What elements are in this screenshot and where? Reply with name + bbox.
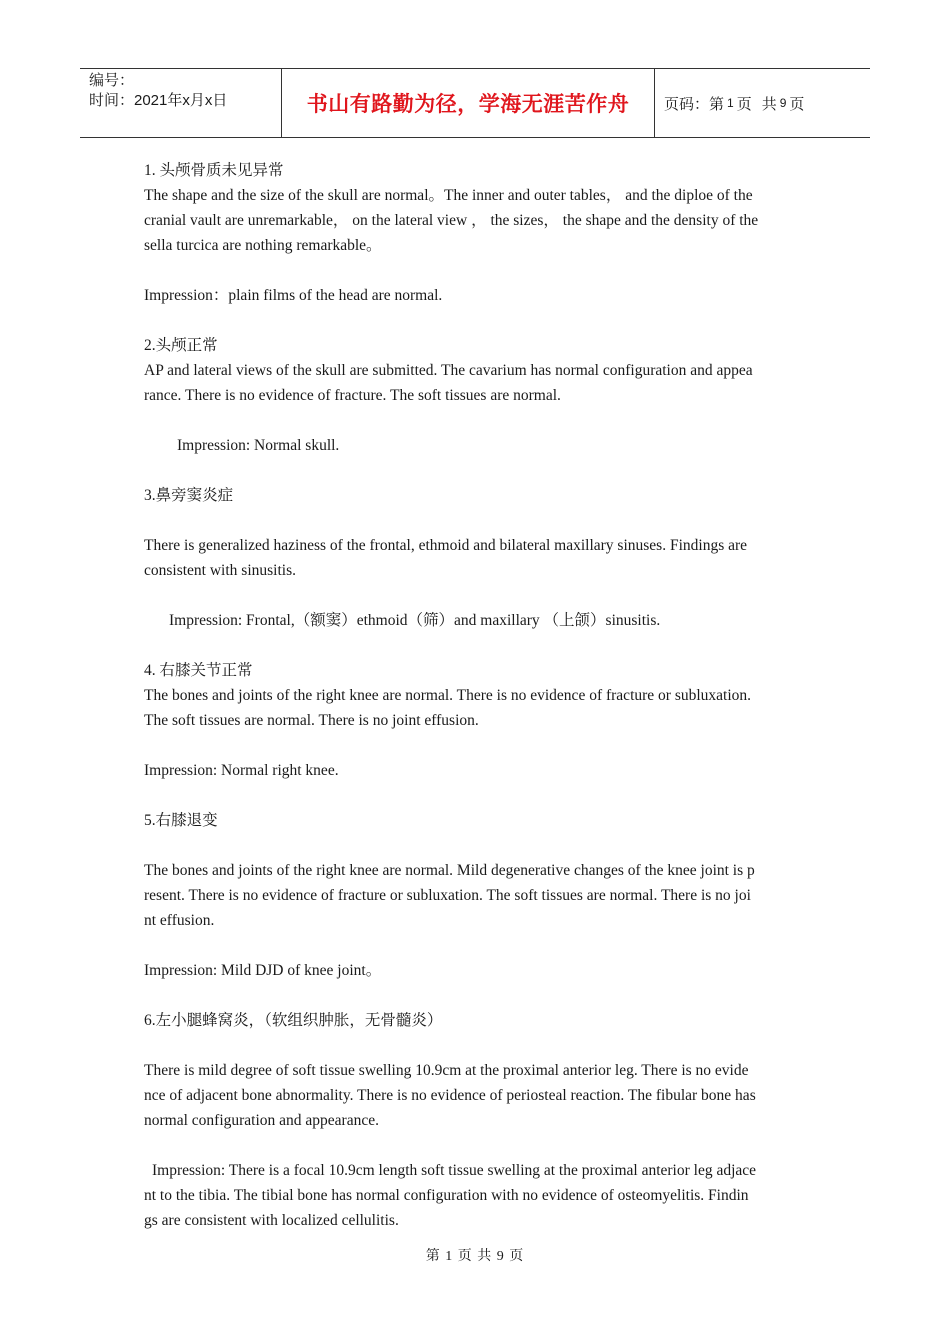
section-title: 6.左小腿蜂窝炎，（软组织肿胀，无骨髓炎） — [144, 1012, 443, 1029]
time-label: 时间：2021年x月x日 — [89, 92, 228, 109]
body-line: The shape and the size of the skull are normal。The inner and outer tables， and the diploe of the — [144, 187, 753, 204]
page-current: 1 — [727, 96, 734, 110]
body-line: consistent with sinusitis. — [144, 562, 296, 579]
impression-line: nt to the tibia. The tibial bone has normal configuration with no evidence of osteomyelitis. Findin — [144, 1187, 749, 1204]
impression: Impression: Frontal,（额窦）ethmoid（筛）and maxillary （上颌）sinusitis. — [169, 612, 661, 629]
page-header — [80, 68, 870, 138]
section-title: 2.头颅正常 — [144, 337, 218, 354]
body-line: sella turcica are nothing remarkable。 — [144, 237, 382, 254]
body-line: There is generalized haziness of the frontal, ethmoid and bilateral maxillary sinuses. Findings are — [144, 537, 748, 554]
number-label: 编号： — [89, 72, 135, 89]
document-body — [144, 158, 812, 1233]
body-line: The bones and joints of the right knee are normal. Mild degenerative changes of the knee joint is p — [144, 862, 755, 879]
header-page-info — [655, 69, 870, 137]
body-line: nt effusion. — [144, 912, 215, 929]
section-title: 1. 头颅骨质未见异常 — [144, 162, 284, 179]
body-line: normal configuration and appearance. — [144, 1112, 379, 1129]
section-title: 3.鼻旁窦炎症 — [144, 487, 234, 504]
section-title: 5.右膝退变 — [144, 812, 218, 829]
impression: Impression: Mild DJD of knee joint。 — [144, 962, 382, 979]
body-line: rance. There is no evidence of fracture. The soft tissues are normal. — [144, 387, 561, 404]
body-line: AP and lateral views of the skull are submitted. The cavarium has normal configuration and appea — [144, 362, 753, 379]
page-mid: 页 — [736, 95, 752, 113]
impression: Impression: Normal skull. — [177, 437, 340, 454]
header-motto: 书山有路勤为径，学海无涯苦作舟 — [282, 69, 655, 137]
impression: Impression: There is a focal 10.9cm length soft tissue swelling at the proximal anterior leg adjace — [152, 1162, 757, 1179]
page-prefix: 页码：第 — [664, 95, 725, 113]
body-line: nce of adjacent bone abnormality. There is no evidence of periosteal reaction. The fibular bone has — [144, 1087, 756, 1104]
section-title: 4. 右膝关节正常 — [144, 662, 253, 679]
page-footer: 第 1 页 共 9 页 — [425, 1249, 525, 1264]
body-line: The soft tissues are normal. There is no joint effusion. — [144, 712, 479, 729]
body-line: The bones and joints of the right knee are normal. There is no evidence of fracture or subluxation. — [144, 687, 752, 704]
body-line: There is mild degree of soft tissue swelling 10.9cm at the proximal anterior leg. There is no evide — [144, 1062, 749, 1079]
body-line: cranial vault are unremarkable， on the lateral view ， the sizes， the shape and the density of the — [144, 212, 759, 229]
page-total: 9 — [779, 96, 787, 110]
page-suffix: 页 — [789, 95, 805, 113]
header-meta — [80, 69, 282, 137]
page-total-prefix: 共 — [761, 95, 777, 113]
body-line: resent. There is no evidence of fracture or subluxation. The soft tissues are normal. There is no joi — [144, 887, 751, 904]
impression-line: gs are consistent with localized cellulitis. — [144, 1212, 399, 1229]
impression: Impression: Normal right knee. — [144, 762, 339, 779]
impression: Impression：plain films of the head are normal. — [144, 287, 443, 304]
